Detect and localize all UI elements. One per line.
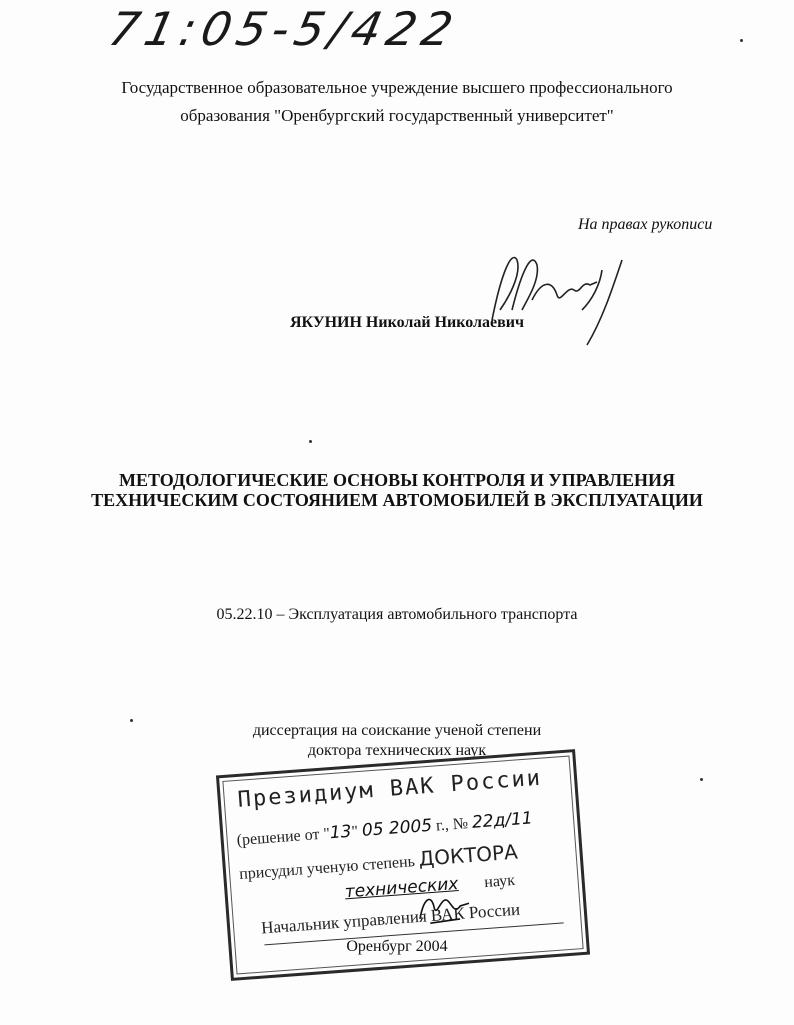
stamp-awarded-degree: ДОКТОРА xyxy=(417,839,519,871)
stamp-science-suffix: наук xyxy=(483,871,516,892)
scan-speck xyxy=(740,39,743,42)
scan-speck xyxy=(130,719,133,722)
specialty: 05.22.10 – Эксплуатация автомобильного транспорта xyxy=(216,606,578,623)
institution-line-2: образования "Оренбургский государственный университет" xyxy=(180,106,614,125)
title-line-1: МЕТОДОЛОГИЧЕСКИЕ ОСНОВЫ КОНТРОЛЯ И УПРАВЛЕНИЯ xyxy=(118,470,676,490)
scan-speck xyxy=(700,778,703,781)
stamp-decision-number: 22д/11 xyxy=(471,808,534,833)
city-year: Оренбург 2004 xyxy=(346,938,448,955)
stamp-title: Президиум ВАК России xyxy=(236,765,543,813)
stamp-science-handwritten: технических xyxy=(344,874,460,903)
manuscript-rights: На правах рукописи xyxy=(578,216,713,233)
archive-number: 71:05-5/422 xyxy=(104,2,464,56)
title-line-2: ТЕХНИЧЕСКИМ СОСТОЯНИЕМ АВТОМОБИЛЕЙ В ЭКСПЛУАТАЦИИ xyxy=(91,490,703,510)
stamp-decision-suffix: г., № xyxy=(435,815,469,835)
stamp-decision-prefix: (решение от " xyxy=(236,825,331,850)
scan-speck xyxy=(309,440,312,443)
degree-line-1: диссертация на соискание ученой степени xyxy=(252,722,542,739)
institution-line-1: Государственное образовательное учреждение высшего профессионального xyxy=(121,78,673,97)
stamp-awarded-prefix: присудил ученую степень xyxy=(238,853,416,883)
stamp-decision-month-year: 05 2005 xyxy=(361,815,433,841)
stamp-decision-day: 13 xyxy=(329,821,353,844)
author-name: ЯКУНИН Николай Николаевич xyxy=(290,314,524,331)
degree-line-2: доктора технических наук xyxy=(307,742,487,759)
stamp-decision-mid: " xyxy=(350,823,359,841)
author-signature xyxy=(482,240,632,350)
stamp-head: Начальник управления ВАК России xyxy=(260,899,521,938)
